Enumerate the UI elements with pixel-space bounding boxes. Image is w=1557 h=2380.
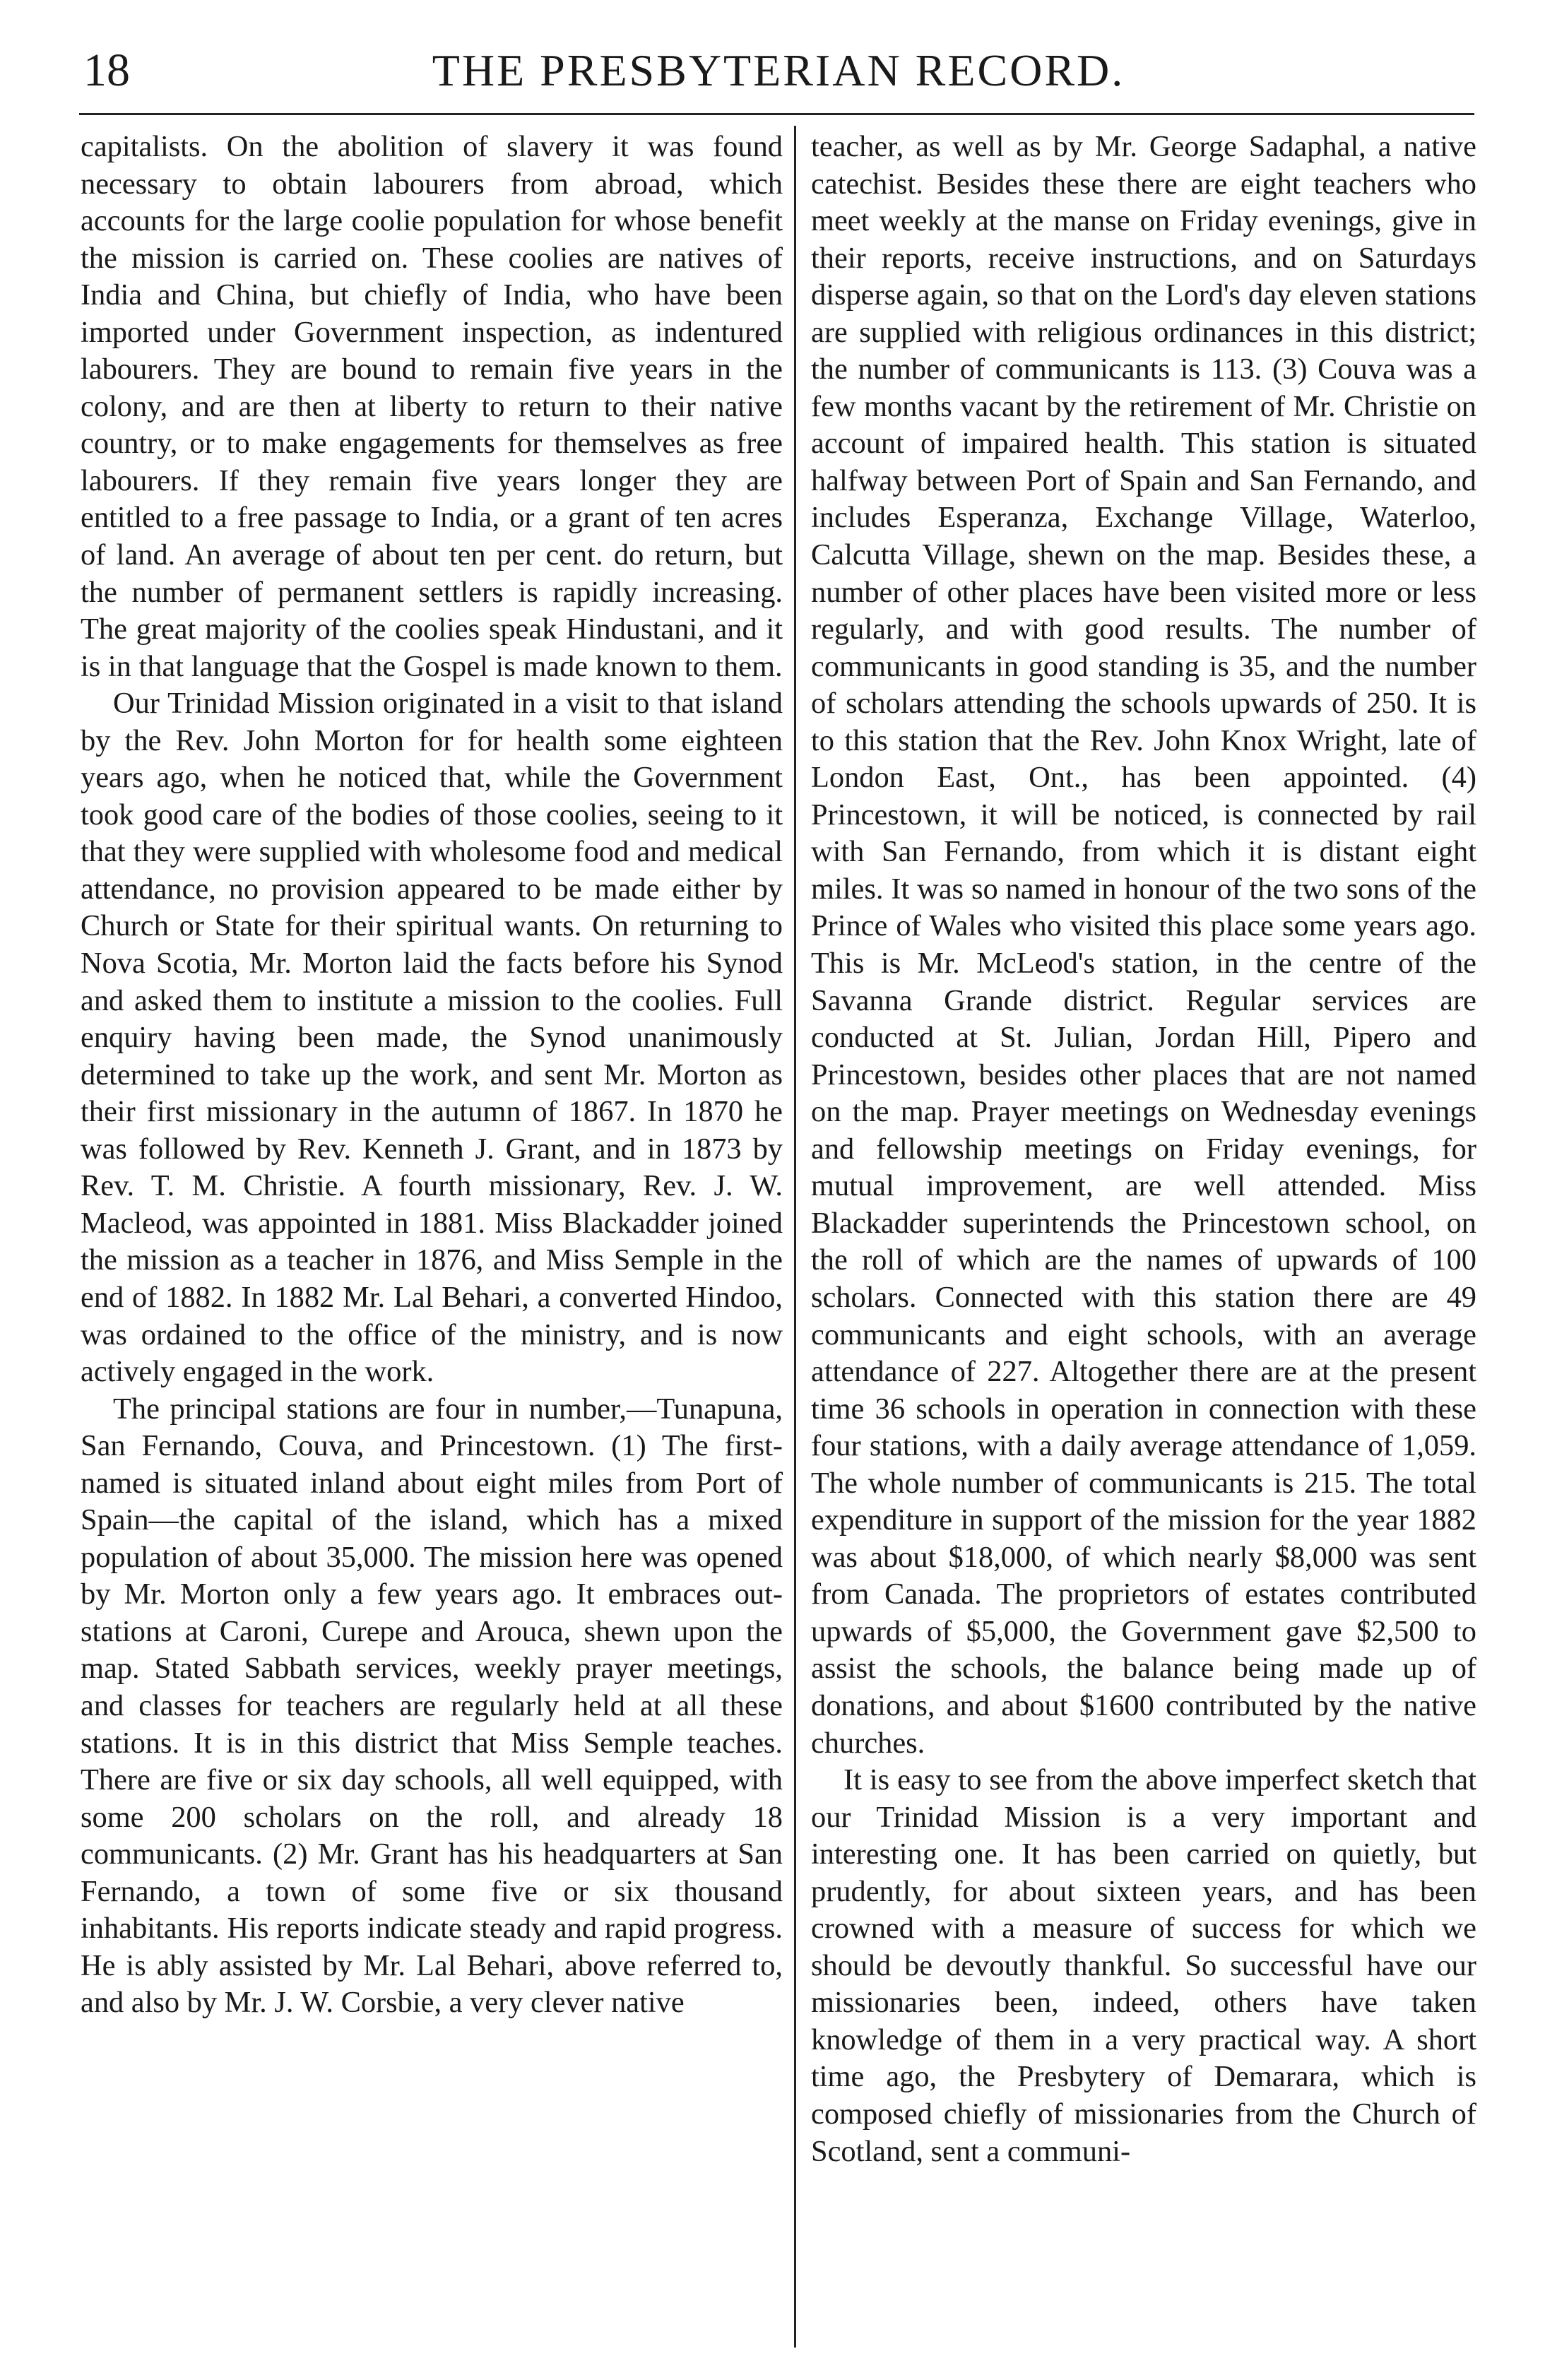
left-column	[81, 129, 783, 2354]
journal-title: THE PRESBYTERIAN RECORD.	[432, 45, 1125, 95]
paragraph: The principal stations are four in number,—Tunapuna, San Fernando, Couva, and Princestown. (1) The first-named is situated inland about eight miles from Port of Spain—the capital of the island, which has a mixed population of about 35,000. The mission here was opened by Mr. Morton only a few years ago. It embraces out-stations at Caroni, Curepe and Arouca, shewn upon the map. Stated Sabbath services, weekly prayer meetings, and classes for teachers are regularly held at all these stations. It is in this district that Miss Semple teaches. There are five or six day schools, all well equipped, with some 200 scholars on the roll, and already 18 communicants. (2) Mr. Grant has his headquarters at San Fernando, a town of some five or six thousand inhabitants. His reports indicate steady and rapid progress. He is ably assisted by Mr. Lal Behari, above referred to, and also by Mr. J. W. Corsbie, a very clever native	[81, 1392, 783, 2020]
paragraph: teacher, as well as by Mr. George Sadaphal, a native catechist. Besides these there are eight teachers who meet weekly at the manse on Friday evenings, give in their reports, receive instructions, and on Saturdays disperse again, so that on the Lord's day eleven stations are supplied with religious ordinances in this district; the number of communicants is 113. (3) Couva was a few months vacant by the retirement of Mr. Christie on account of impaired health. This station is situated halfway between Port of Spain and San Fernando, and includes Esperanza, Exchange Village, Waterloo, Calcutta Village, shewn on the map. Besides these, a number of other places have been visited more or less regularly, and with good results. The number of communicants in good standing is 35, and the number of scholars attending the schools upwards of 250. It is to this station that the Rev. John Knox Wright, late of London East, Ont., has been appointed. (4) Princestown, it will be noticed, is connected by rail with San Fernando, from which it is distant eight miles. It was so named in honour of the two sons of the Prince of Wales who visited this place some years ago. This is Mr. McLeod's station, in the centre of the Savanna Grande district. Regular services are conducted at St. Julian, Jordan Hill, Pipero and Princestown, besides other places that are not named on the map. Prayer meetings on Wednesday evenings and fellowship meetings on Friday evenings, for mutual improvement, are well attended. Miss Blackadder superintends the Princestown school, on the roll of which are the names of upwards of 100 scholars. Connected with this station there are 49 communicants and eight schools, with an average attendance of 227. Altogether there are at the present time 36 schools in operation in connection with these four stations, with a daily average attendance of 1,059. The whole number of communicants is 215. The total expenditure in support of the mission for the year 1882 was about $18,000, of which nearly $8,000 was sent from Canada. The proprietors of estates contributed upwards of $5,000, the Government gave $2,500 to assist the schools, the balance being made up of donations, and about $1600 contributed by the native churches.	[811, 130, 1476, 1760]
column-divider	[794, 126, 796, 2348]
paragraph: capitalists. On the abolition of slavery it was found necessary to obtain labourers from abroad, which accounts for the large coolie population for whose benefit the mission is carried on. These coolies are natives of India and China, but chiefly of India, who have been imported under Government inspection, as indentured labourers. They are bound to remain five years in the colony, and are then at liberty to return to their native country, or to make engagements for themselves as free labourers. If they remain five years longer they are entitled to a free passage to India, or a grant of ten acres of land. An average of about ten per cent. do return, but the number of permanent settlers is rapidly increasing. The great majority of the coolies speak Hindustani, and it is in that language that the Gospel is made known to them.	[81, 130, 783, 683]
paragraph: It is easy to see from the above imperfect sketch that our Trinidad Mission is a very important and interesting one. It has been carried on quietly, but prudently, for about sixteen years, and has been crowned with a measure of success for which we should be devoutly thankful. So successful have our missionaries been, indeed, others have taken knowledge of them in a very practical way. A short time ago, the Presbytery of Demarara, which is composed chiefly of missionaries from the Church of Scotland, sent a communi-	[811, 1763, 1476, 2168]
page-number: 18	[83, 45, 130, 96]
paragraph: Our Trinidad Mission originated in a visit to that island by the Rev. John Morton for for health some eighteen years ago, when he noticed that, while the Government took good care of the bodies of those coolies, seeing to it that they were supplied with wholesome food and medical attendance, no provision appeared to be made either by Church or State for their spiritual wants. On returning to Nova Scotia, Mr. Morton laid the facts before his Synod and asked them to institute a mission to the coolies. Full enquiry having been made, the Synod unanimously determined to take up the work, and sent Mr. Morton as their first missionary in the autumn of 1867. In 1870 he was followed by Rev. Kenneth J. Grant, and in 1873 by Rev. T. M. Christie. A fourth missionary, Rev. J. W. Macleod, was appointed in 1881. Miss Blackadder joined the mission as a teacher in 1876, and Miss Semple in the end of 1882. In 1882 Mr. Lal Behari, a converted Hindoo, was ordained to the office of the ministry, and is now actively engaged in the work.	[81, 687, 783, 1389]
header-rule	[79, 113, 1474, 115]
right-column	[811, 129, 1476, 2354]
page-header	[0, 0, 1557, 113]
